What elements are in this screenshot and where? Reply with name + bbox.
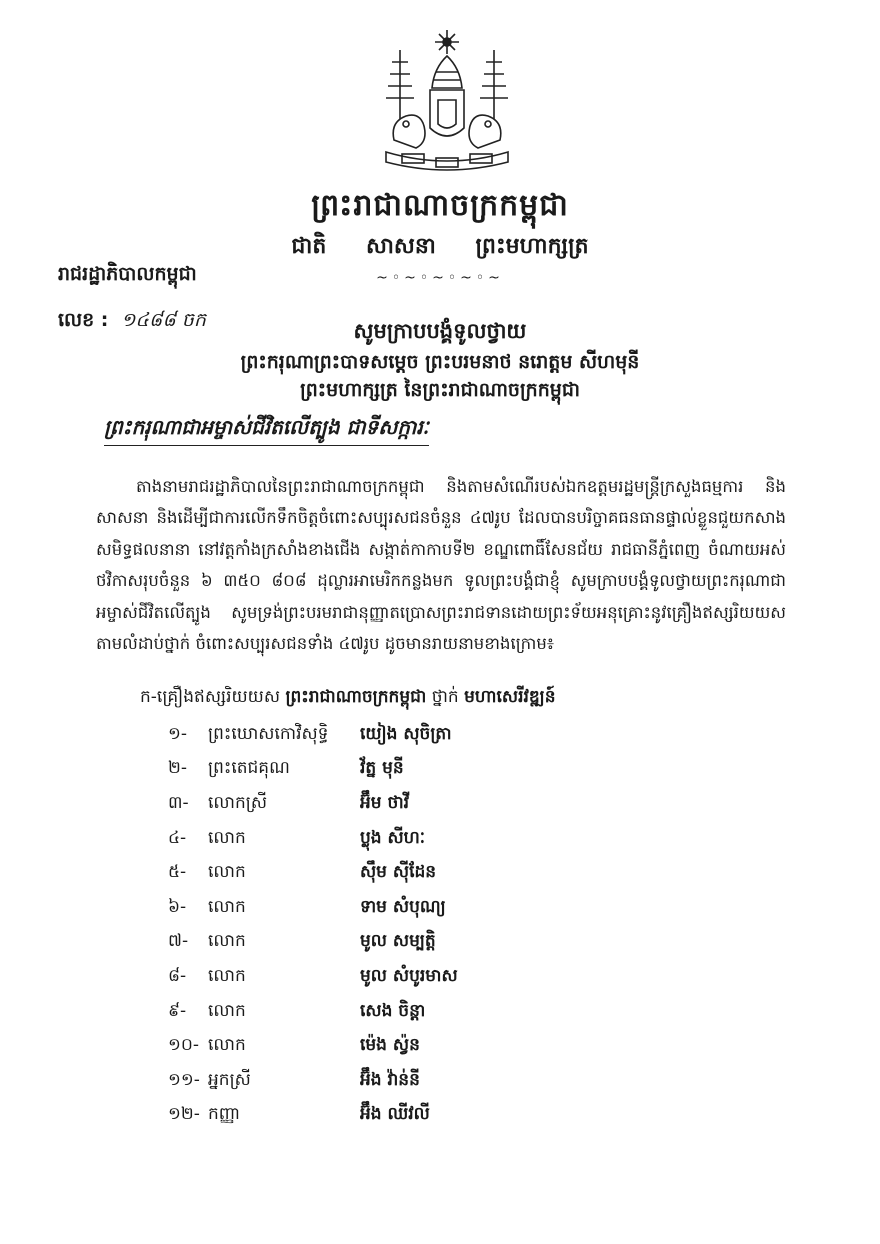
item-number: ៣-	[168, 792, 189, 813]
item-name: អ៊ឹង ឈីវលី	[360, 1104, 430, 1125]
item-number: ៩-	[168, 1000, 187, 1021]
item-number: ១-	[168, 723, 188, 744]
addressee-line-1: សូមក្រាបបង្គំទូលថ្វាយ	[353, 319, 527, 343]
item-name: យៀង សុចិត្រា	[360, 723, 452, 744]
item-name: មូល សំបូរមាស	[360, 965, 458, 986]
section-prefix: ក-គ្រឿងឥស្សរិយយស	[140, 687, 281, 707]
motto-nation: ជាតិ	[291, 234, 327, 259]
kingdom-title: ព្រះរាជាណាចក្រកម្ពុជា	[311, 188, 569, 223]
item-name: ម៉េង ស្វ៉ន	[360, 1035, 420, 1056]
item-number: ១២-	[168, 1104, 200, 1125]
body-paragraph: តាងនាមរាជរដ្ឋាភិបាលនៃព្រះរាជាណាចក្រកម្ពុជា និងតាមសំណើរបស់ឯកឧត្តមរដ្ឋមន្ត្រីក្រសួងធម្មការ និងសាសនា និងដើម្បីជាការលើកទឹកចិត្តចំពោះសប្បុរសជនចំនួន ៤៧រូប ដែលបានបរិច្ចាគធនធានផ្ទាល់ខ្លួនជួយកសាងសមិទ្ធផលនានា នៅវត្តកាំងក្រសាំងខាងជើង សង្កាត់កាកាបទី២ ខណ្ឌពោធិ៍សែនជ័យ រាជធានីភ្នំពេញ ចំណាយអស់ថវិកាសរុបចំនួន ៦ ៣៥០ ៨០៨ ដុល្លារអាមេរិកកន្លងមក ទូលព្រះបង្គំជាខ្ញុំ សូមក្រាបបង្គំទូលថ្វាយព្រះករុណាជាអម្ចាស់ជីវិតលើត្បូង សូមទ្រង់ព្រះបរមរាជានុញ្ញាតប្រោសព្រះរាជទានដោយព្រះទ័យអនុគ្រោះនូវគ្រឿងឥស្សរិយយសតាមលំដាប់ថ្នាក់ ចំពោះសប្បុរសជនទាំង ៤៧រូប ដូចមានរាយនាមខាងក្រោម៖	[96, 476, 786, 653]
item-name: ស៊ឹម ស៊ីដែន	[360, 862, 437, 883]
item-number: ១០-	[168, 1035, 200, 1056]
item-title: កញ្ញា	[208, 1104, 241, 1125]
royal-coat-of-arms-emblem	[372, 28, 522, 178]
section-grade: មហាសេរីវឌ្ឍន៍	[464, 687, 556, 707]
item-name: អ៊ឹម ថាវី	[360, 792, 410, 813]
decorative-ornament: ~◦~◦~◦~◦~	[376, 270, 504, 286]
section-grade-label: ថ្នាក់	[431, 687, 459, 707]
item-number: ៤-	[168, 827, 187, 848]
list-item	[168, 1099, 458, 1134]
list-item	[168, 856, 458, 891]
item-title: លោក	[208, 827, 246, 848]
recipient-list	[168, 718, 458, 1133]
national-motto	[0, 232, 880, 264]
item-title: លោក	[208, 1000, 246, 1021]
item-name: វ័ត្ន មុនី	[360, 758, 404, 779]
list-item	[168, 995, 458, 1030]
item-name: ប្លុង សីហៈ	[360, 827, 426, 848]
motto-king: ព្រះមហាក្សត្រ	[475, 234, 589, 259]
item-number: ៥-	[168, 862, 187, 883]
list-item	[168, 1064, 458, 1099]
item-name: សេង ចិន្តា	[360, 1000, 426, 1021]
item-name: ទាម សំបុណ្យ	[360, 896, 446, 917]
salutation: ព្រះករុណាជាអម្ចាស់ជីវិតលើត្បូង ជាទីសក្ការៈ	[104, 414, 429, 444]
list-item	[168, 822, 458, 857]
item-title: លោក	[208, 862, 246, 883]
item-title: លោក	[208, 931, 246, 952]
item-title: លោកស្រី	[208, 792, 268, 813]
addressee-line-3: ព្រះមហាក្សត្រ នៃព្រះរាជាណាចក្រកម្ពុជា	[300, 379, 580, 401]
item-number: ២-	[168, 758, 188, 779]
item-number: ៧-	[168, 931, 189, 952]
list-item	[168, 753, 458, 788]
item-title: ព្រះឃោសកោវិសុទ្ធិ	[208, 723, 329, 744]
item-number: ៦-	[168, 896, 187, 917]
item-title: លោក	[208, 896, 246, 917]
item-number: ១១-	[168, 1069, 200, 1090]
reference-label: លេខ :	[58, 309, 109, 331]
list-item	[168, 926, 458, 961]
motto-religion: សាសនា	[365, 234, 436, 259]
item-name: អ៊ឹង វ៉ាន់នី	[360, 1069, 420, 1090]
section-order: ព្រះរាជាណាចក្រកម្ពុជា	[285, 687, 427, 707]
item-title: ព្រះតេជគុណ	[208, 758, 290, 779]
item-number: ៨-	[168, 965, 187, 986]
list-item	[168, 960, 458, 995]
item-name: មូល សម្បត្តិ	[360, 931, 436, 952]
list-item	[168, 891, 458, 926]
reference-value: ១៤៨៨ ចក	[121, 309, 206, 331]
section-heading	[140, 686, 556, 711]
item-title: លោក	[208, 965, 246, 986]
item-title: អ្នកស្រី	[208, 1069, 251, 1090]
list-item	[168, 787, 458, 822]
list-item	[168, 718, 458, 753]
issuing-authority: រាជរដ្ឋាភិបាលកម្ពុជា	[58, 263, 197, 285]
addressee-line-2: ព្រះករុណាព្រះបាទសម្តេច ព្រះបរមនាថ នរោត្តម សីហមុនី	[240, 351, 640, 373]
item-title: លោក	[208, 1035, 246, 1056]
list-item	[168, 1029, 458, 1064]
